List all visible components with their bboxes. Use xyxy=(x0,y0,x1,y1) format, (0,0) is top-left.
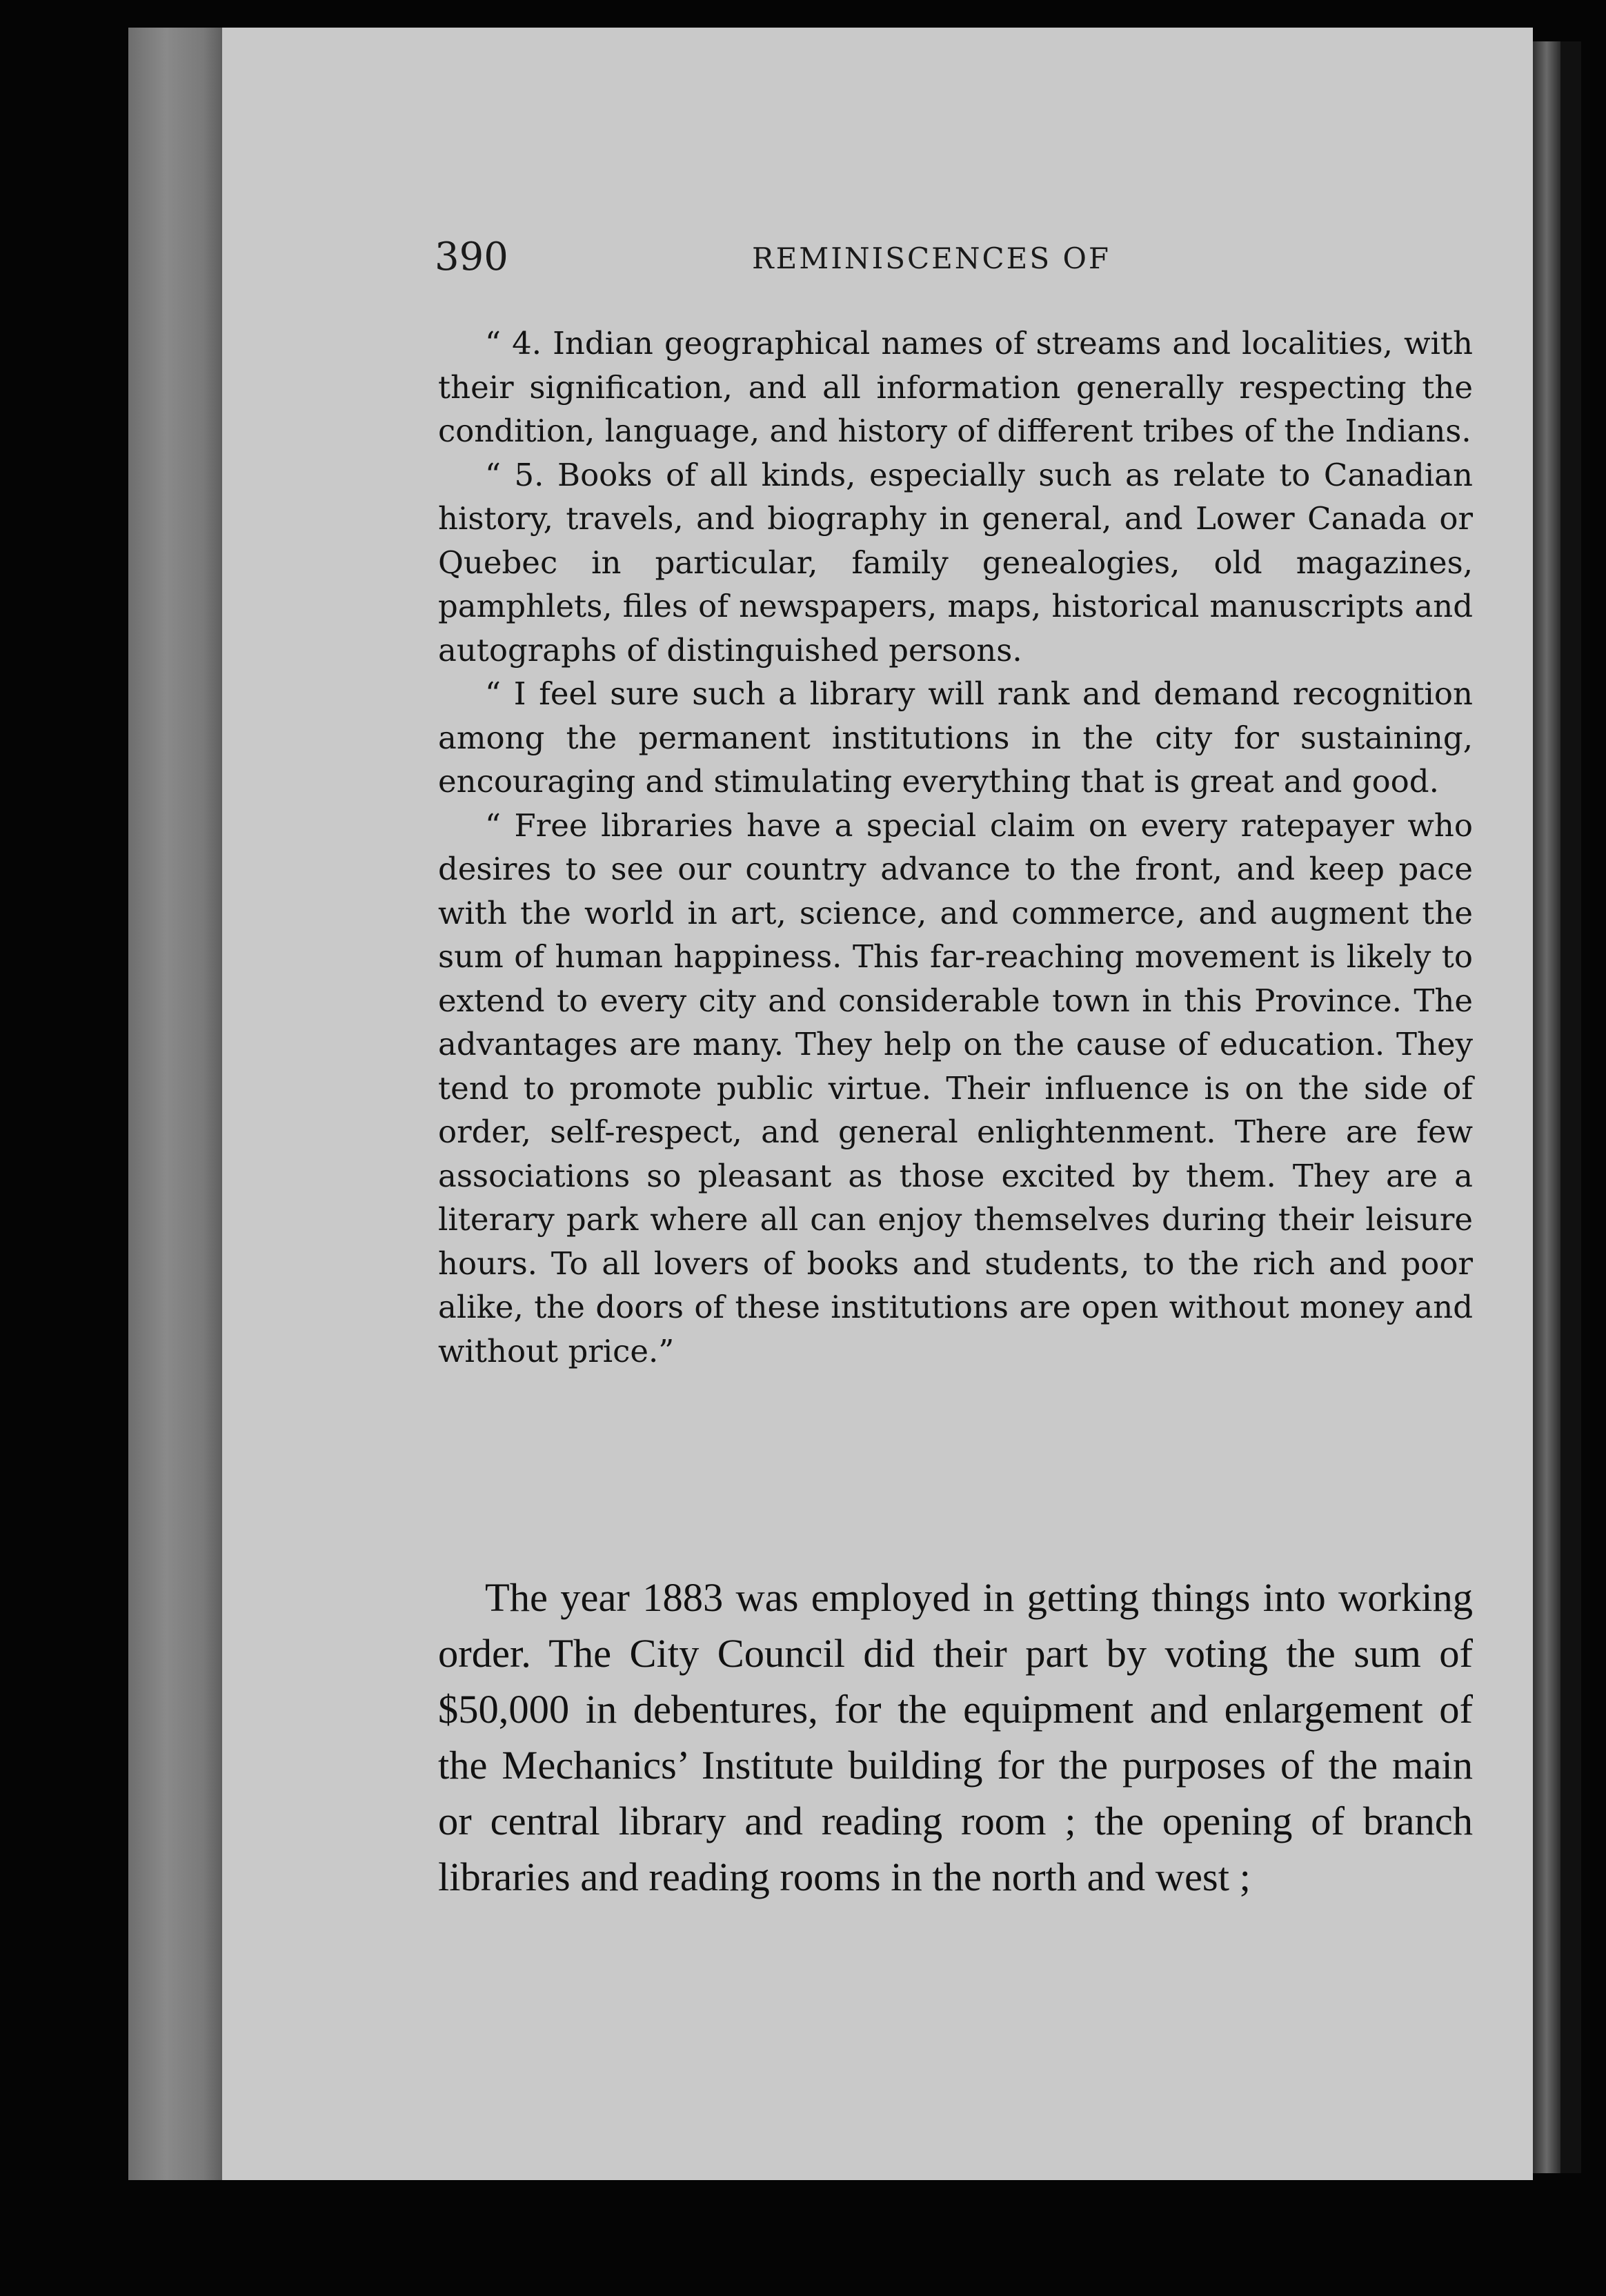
page-number: 390 xyxy=(435,235,508,279)
body-text xyxy=(438,1570,1473,1905)
quote-paragraph: “ I feel sure such a library will rank and demand recognition among the permanent institutions in the city for sustaining, encouraging and stimulating everything that is great and good. xyxy=(438,675,1473,800)
quote-paragraph: “ 5. Books of all kinds, especially such as relate to Canadian history, travels, and biography in general, and Lower Canada or Quebec in particular, family genealogies, old magazines, pamphlets, files of newspapers, maps, historical manuscripts and autographs of distinguished persons. xyxy=(438,456,1473,669)
running-title: REMINISCENCES OF xyxy=(752,241,1111,275)
running-head xyxy=(435,235,1442,290)
body-paragraph: The year 1883 was employed in getting things into working order. The City Council did their part by voting the sum of $50,000 in debentures, for the equipment and enlargement of the Mechanics’ Institute building for the purposes of the main or central library and reading room ; the opening of branch libraries and reading rooms in the north and west ; xyxy=(438,1575,1473,1899)
book-spine xyxy=(128,28,222,2180)
page-edge xyxy=(1533,41,1560,2173)
quote-paragraph: “ Free libraries have a special claim on every ratepayer who desires to see our country advance to the front, and keep pace with the world in art, science, and commerce, and augment the sum of human happiness. This far-reaching movement is likely to extend to every city and considerable town in this Province. The advantages are many. They help on the cause of education. They tend to promote public virtue. Their influence is on the side of order, self-respect, and general enlightenment. There are few associations so pleasant as those excited by them. They are a literary park where all can enjoy themselves during their leisure hours. To all lovers of books and students, to the rich and poor alike, the doors of these institutions are open without money and without price.” xyxy=(438,806,1473,1369)
quote-paragraph: “ 4. Indian geographical names of streams and localities, with their signification, and all information generally respecting the condition, language, and history of different tribes of the Indians. xyxy=(438,325,1473,449)
page-edge-shadow xyxy=(1560,41,1581,2173)
quoted-passage xyxy=(438,321,1473,1373)
